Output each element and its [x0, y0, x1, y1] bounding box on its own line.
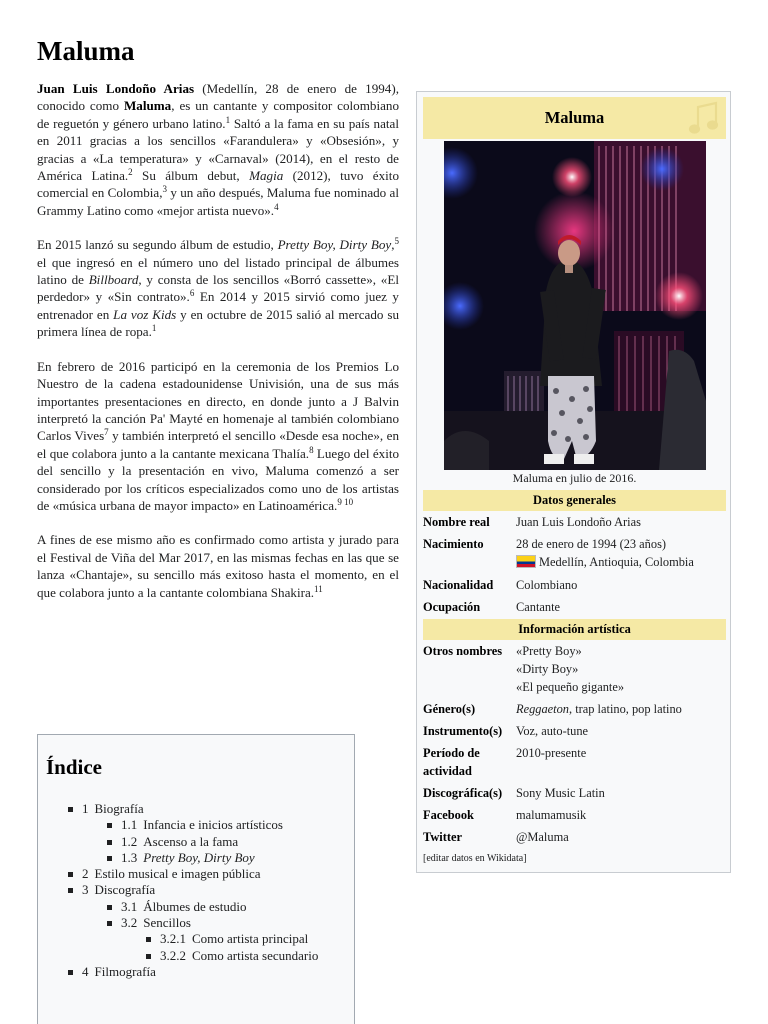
label-nacionalidad: Nacionalidad	[423, 578, 494, 592]
toc-number: 4	[82, 963, 89, 979]
label-otros-nombres: Otros nombres	[423, 644, 503, 658]
text: En 2015 lanzó su segundo álbum de estudio,	[37, 237, 278, 253]
toc-label: Filmografía	[94, 963, 156, 979]
toc-item-albumes[interactable]	[121, 899, 352, 915]
toc-item-estilo[interactable]	[82, 866, 352, 882]
page-title: Maluma	[37, 36, 135, 66]
toc-item-biografia[interactable]	[82, 801, 352, 866]
birth-place[interactable]	[516, 553, 726, 571]
full-name: Juan Luis Londoño Arias	[37, 81, 195, 96]
text: y en octubre de 2015 salió al mercado su primera línea de ropa.	[37, 306, 400, 340]
birth-place-text: Medellín, Antioquia, Colombia	[539, 555, 694, 569]
alias-2: «Dirty Boy»	[516, 662, 579, 676]
text: Luego del éxito del sencillo y la presentación en vivo, Maluma comenzó a ser considerado por los críticos especializados como uno de los artistas de «música urbana de mayor impacto» en Latinoamérica.	[37, 445, 400, 513]
toc-label: Pretty Boy, Dirty Boy	[143, 849, 255, 865]
infobox	[416, 91, 731, 873]
genre-link[interactable]: Reggaeton	[516, 702, 569, 716]
toc-number: 3	[82, 882, 89, 898]
table-of-contents	[37, 734, 355, 1024]
text: En 2014 y 2015 sirvió como juez y entrenador en	[37, 289, 399, 322]
toc-number: 1.1	[121, 817, 138, 833]
album-link[interactable]: Pretty Boy, Dirty Boy	[277, 237, 392, 253]
reference-link[interactable]: 9 10	[337, 496, 354, 507]
alias: Maluma	[123, 98, 172, 114]
photo-caption: Maluma en julio de 2016.	[512, 471, 637, 485]
value-facebook[interactable]: malumamusik	[516, 808, 587, 822]
label-periodo-line2: actividad	[423, 764, 472, 778]
music-note-icon	[686, 99, 722, 137]
reference-link[interactable]: 7	[104, 427, 109, 438]
label-discografica: Discográfica(s)	[423, 786, 503, 800]
reference-link[interactable]: 1	[151, 323, 157, 334]
show-link[interactable]: La voz Kids	[113, 306, 177, 322]
toc-label: Álbumes de estudio	[143, 898, 247, 914]
toc-list	[82, 801, 352, 980]
reference-link[interactable]: 2	[128, 167, 133, 178]
toc-label: Ascenso a la fama	[143, 833, 239, 849]
toc-number: 3.2	[121, 915, 138, 931]
value-nombre-real: Juan Luis Londoño Arias	[516, 515, 641, 529]
toc-label: Estilo musical e imagen pública	[94, 866, 261, 882]
toc-item-filmografia[interactable]	[82, 964, 352, 980]
toc-number: 3.2.1	[160, 931, 186, 947]
toc-item-artista-principal[interactable]	[160, 931, 352, 947]
label-genero: Género(s)	[423, 702, 476, 716]
reference-link[interactable]: 4	[274, 201, 279, 212]
toc-label: Biografía	[94, 801, 144, 816]
value-nacionalidad: Colombiano	[516, 578, 578, 592]
text: En febrero de 2016 participó en la ceremonia de los Premios Lo Nuestro de la cadena estadounidense Univisión, una de sus más importantes presentaciones en directo, en donde junto a J Balvin interpretó la canción Pa' Mayté en homenaje al también colombiano Carlos Vives	[37, 358, 399, 444]
alias-1: «Pretty Boy»	[516, 644, 582, 658]
text: ,	[391, 237, 395, 253]
toc-label: Como artista principal	[192, 931, 309, 947]
toc-item-infancia[interactable]	[121, 817, 352, 833]
value-otros-nombres	[516, 642, 726, 696]
artist-photo[interactable]	[444, 141, 706, 470]
value-twitter[interactable]: @Maluma	[516, 830, 569, 844]
text: , y consta de los sencillos «Borró cassette», «El perdedor» y «Sin contrato».	[37, 272, 399, 305]
section-header-general: Datos generales	[423, 490, 726, 511]
text: y también interpretó el sencillo «Desde esa noche», en el que colabora junto a la cantante mexicana Thalía.	[37, 428, 399, 461]
concert-photo-image	[444, 141, 706, 470]
value-discografica[interactable]: Sony Music Latin	[516, 786, 605, 800]
reference-link[interactable]: 8	[309, 444, 314, 455]
toc-label: Infancia e inicios artísticos	[143, 817, 283, 833]
reference-link[interactable]: 1	[225, 114, 231, 125]
label-instrumento: Instrumento(s)	[423, 724, 503, 738]
edit-wikidata-link[interactable]: [editar datos en Wikidata]	[423, 853, 527, 864]
infobox-title	[423, 97, 726, 139]
label-nombre-real: Nombre real	[423, 515, 490, 529]
toc-label: Sencillos	[143, 915, 191, 931]
toc-number: 1.3	[121, 849, 138, 865]
paragraph-4	[37, 531, 399, 601]
text: Su álbum debut,	[132, 168, 250, 184]
toc-number: 3.1	[121, 898, 138, 914]
toc-number: 1.2	[121, 833, 138, 849]
toc-title: Índice	[46, 755, 103, 779]
colombia-flag-icon	[516, 555, 536, 568]
text: (Medellín, 28 de enero de 1994), conocido como	[37, 81, 399, 114]
value-periodo: 2010-presente	[516, 746, 587, 760]
infobox-title-text: Maluma	[544, 108, 605, 127]
magazine-link[interactable]: Billboard	[88, 272, 139, 288]
text: el que ingresó en el número uno del listado principal de álbumes latino de	[37, 254, 399, 288]
text: y un año después, Maluma fue nominado al Grammy Latino como «mejor artista nuevo».	[37, 185, 399, 218]
value-ocupacion: Cantante	[516, 600, 561, 614]
reference-link[interactable]: 11	[314, 583, 323, 594]
text: (2012), tuvo éxito comercial en Colombia,	[37, 168, 399, 201]
reference-link[interactable]: 3	[162, 184, 168, 195]
label-nacimiento: Nacimiento	[423, 537, 484, 551]
paragraph-3	[37, 358, 399, 515]
label-facebook: Facebook	[423, 808, 474, 822]
toc-label: Discografía	[94, 882, 156, 898]
paragraph-1	[37, 80, 399, 219]
genre-rest: , trap latino, pop latino	[569, 702, 682, 716]
section-header-artistic: Información artística	[423, 619, 726, 640]
toc-item-sencillos[interactable]	[121, 915, 352, 964]
article-body	[37, 80, 399, 601]
toc-label: Como artista secundario	[192, 947, 319, 963]
label-periodo-line1: Período de	[423, 746, 480, 760]
toc-item-discografia[interactable]	[82, 882, 352, 963]
toc-item-ascenso[interactable]	[121, 834, 352, 850]
text: A fines de ese mismo año es confirmado como artista y jurado para el Festival de Viña del Mar 2017, en las mismas fechas en las que se lanza «Chantaje», su sencillo más exitoso hasta el momento, en el que colabora junto a la cantante colombiana Shakira.	[37, 532, 399, 600]
toc-number: 2	[82, 866, 89, 882]
value-instrumento: Voz, auto-tune	[516, 724, 589, 738]
album-link[interactable]: Magia	[249, 168, 284, 184]
toc-item-pretty-boy[interactable]	[121, 850, 352, 866]
value-nacimiento	[516, 535, 726, 571]
label-twitter: Twitter	[423, 830, 462, 844]
reference-link[interactable]: 6	[189, 288, 195, 299]
label-ocupacion: Ocupación	[423, 600, 481, 614]
toc-number: 3.2.2	[160, 947, 186, 963]
text: , es un cantante y compositor colombiano de reguetón y género urbano latino.	[37, 98, 399, 131]
alias-3: «El pequeño gigante»	[516, 680, 625, 694]
value-genero[interactable]	[516, 700, 726, 718]
birth-date: 28 de enero de 1994 (23 años)	[516, 537, 667, 551]
label-periodo	[423, 744, 515, 780]
toc-number: 1	[82, 801, 89, 816]
reference-link[interactable]: 5	[394, 236, 400, 247]
paragraph-2	[37, 236, 399, 340]
text: Saltó a la fama en su país natal en 2011 gracias a los sencillos «Farandulera» y «Obsesión», y gracias a «La temperatura» y «Carnaval» (2014), en el resto de América Latina.	[37, 115, 399, 184]
toc-item-artista-secundario[interactable]	[160, 948, 352, 964]
